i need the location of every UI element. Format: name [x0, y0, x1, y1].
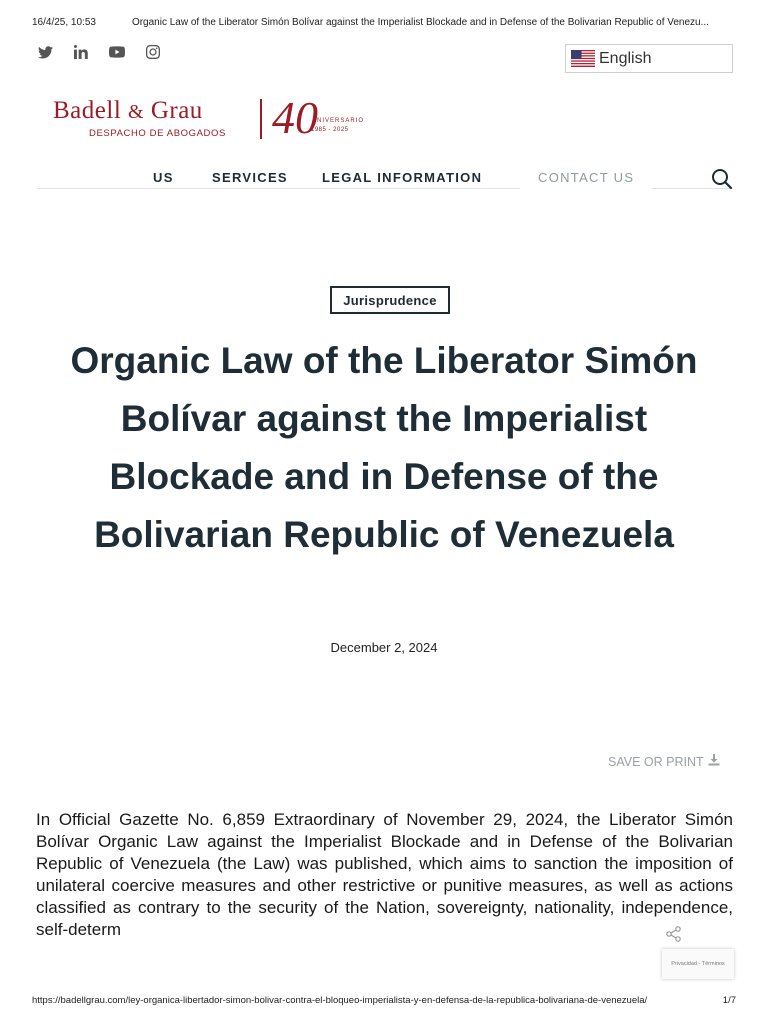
social-links: [37, 44, 161, 60]
article-date: December 2, 2024: [330, 640, 438, 655]
print-header: [32, 17, 736, 31]
share-icon[interactable]: [664, 924, 684, 944]
language-selector[interactable]: [565, 44, 733, 73]
recaptcha-label: Privacidad - Términos: [671, 961, 725, 967]
save-or-print-label: SAVE OR PRINT: [608, 754, 704, 769]
main-nav: [37, 168, 733, 190]
anniversary-years: 1985 - 2025: [311, 127, 349, 133]
print-page-number: 1/7: [722, 995, 736, 1006]
twitter-icon[interactable]: [37, 44, 53, 60]
recaptcha-badge[interactable]: [662, 949, 734, 979]
logo-divider: [260, 99, 262, 139]
instagram-icon[interactable]: [145, 44, 161, 60]
nav-item-contact-us[interactable]: CONTACT US: [538, 170, 635, 185]
article-body: In Official Gazette No. 6,859 Extraordinary of November 29, 2024, the Liberator Simón Bolívar Organic Law against the Imperialist Blockade and in Defense of the Bolivarian Republic of Venezuela (the Law) was published, which aims to sanction the imposition of unilateral coercive measures and other restrictive or punitive measures, as well as actions classified as contrary to the security of the Nation, sovereignty, nationality, independence, self-determ: [36, 810, 733, 939]
nav-item-legal-information[interactable]: LEGAL INFORMATION: [322, 170, 483, 185]
anniversary-badge: [272, 92, 365, 143]
article-title: Organic Law of the Liberator Simón Bolívar against the Imperialist Blockade and in Defense of the Bolivarian Republic of Venezuela: [70, 340, 698, 555]
site-logo[interactable]: [53, 98, 226, 140]
category-tag[interactable]: Jurisprudence: [330, 286, 450, 314]
print-page-title: Organic Law of the Liberator Simón Bolívar against the Imperialist Blockade and in Defense of the Bolivarian Republic of Venezu...: [131, 17, 709, 28]
language-label: English: [599, 49, 652, 67]
anniversary-number: 40: [272, 92, 318, 143]
search-icon[interactable]: [711, 168, 733, 190]
download-icon: [708, 754, 720, 769]
nav-item-us[interactable]: US: [153, 170, 174, 185]
print-url: https://badellgrau.com/ley-organica-libertador-simon-bolivar-contra-el-bloqueo-imperialista-y-en-defensa-de-la-republica-bolivariana-de-venezuela/: [32, 995, 648, 1006]
anniversary-word: ANIVERSARIO: [312, 118, 365, 124]
logo-brand: Badell & Grau: [53, 97, 203, 124]
nav-item-services[interactable]: SERVICES: [212, 170, 288, 185]
linkedin-icon[interactable]: [73, 44, 89, 60]
print-footer: [32, 995, 736, 1006]
print-datetime: 16/4/25, 10:53: [32, 17, 96, 28]
logo-subtitle: DESPACHO DE ABOGADOS: [89, 128, 226, 139]
nav-divider-left: [37, 188, 520, 189]
youtube-icon[interactable]: [109, 44, 125, 60]
us-flag-icon: [571, 50, 595, 67]
save-or-print-button[interactable]: [608, 754, 720, 769]
